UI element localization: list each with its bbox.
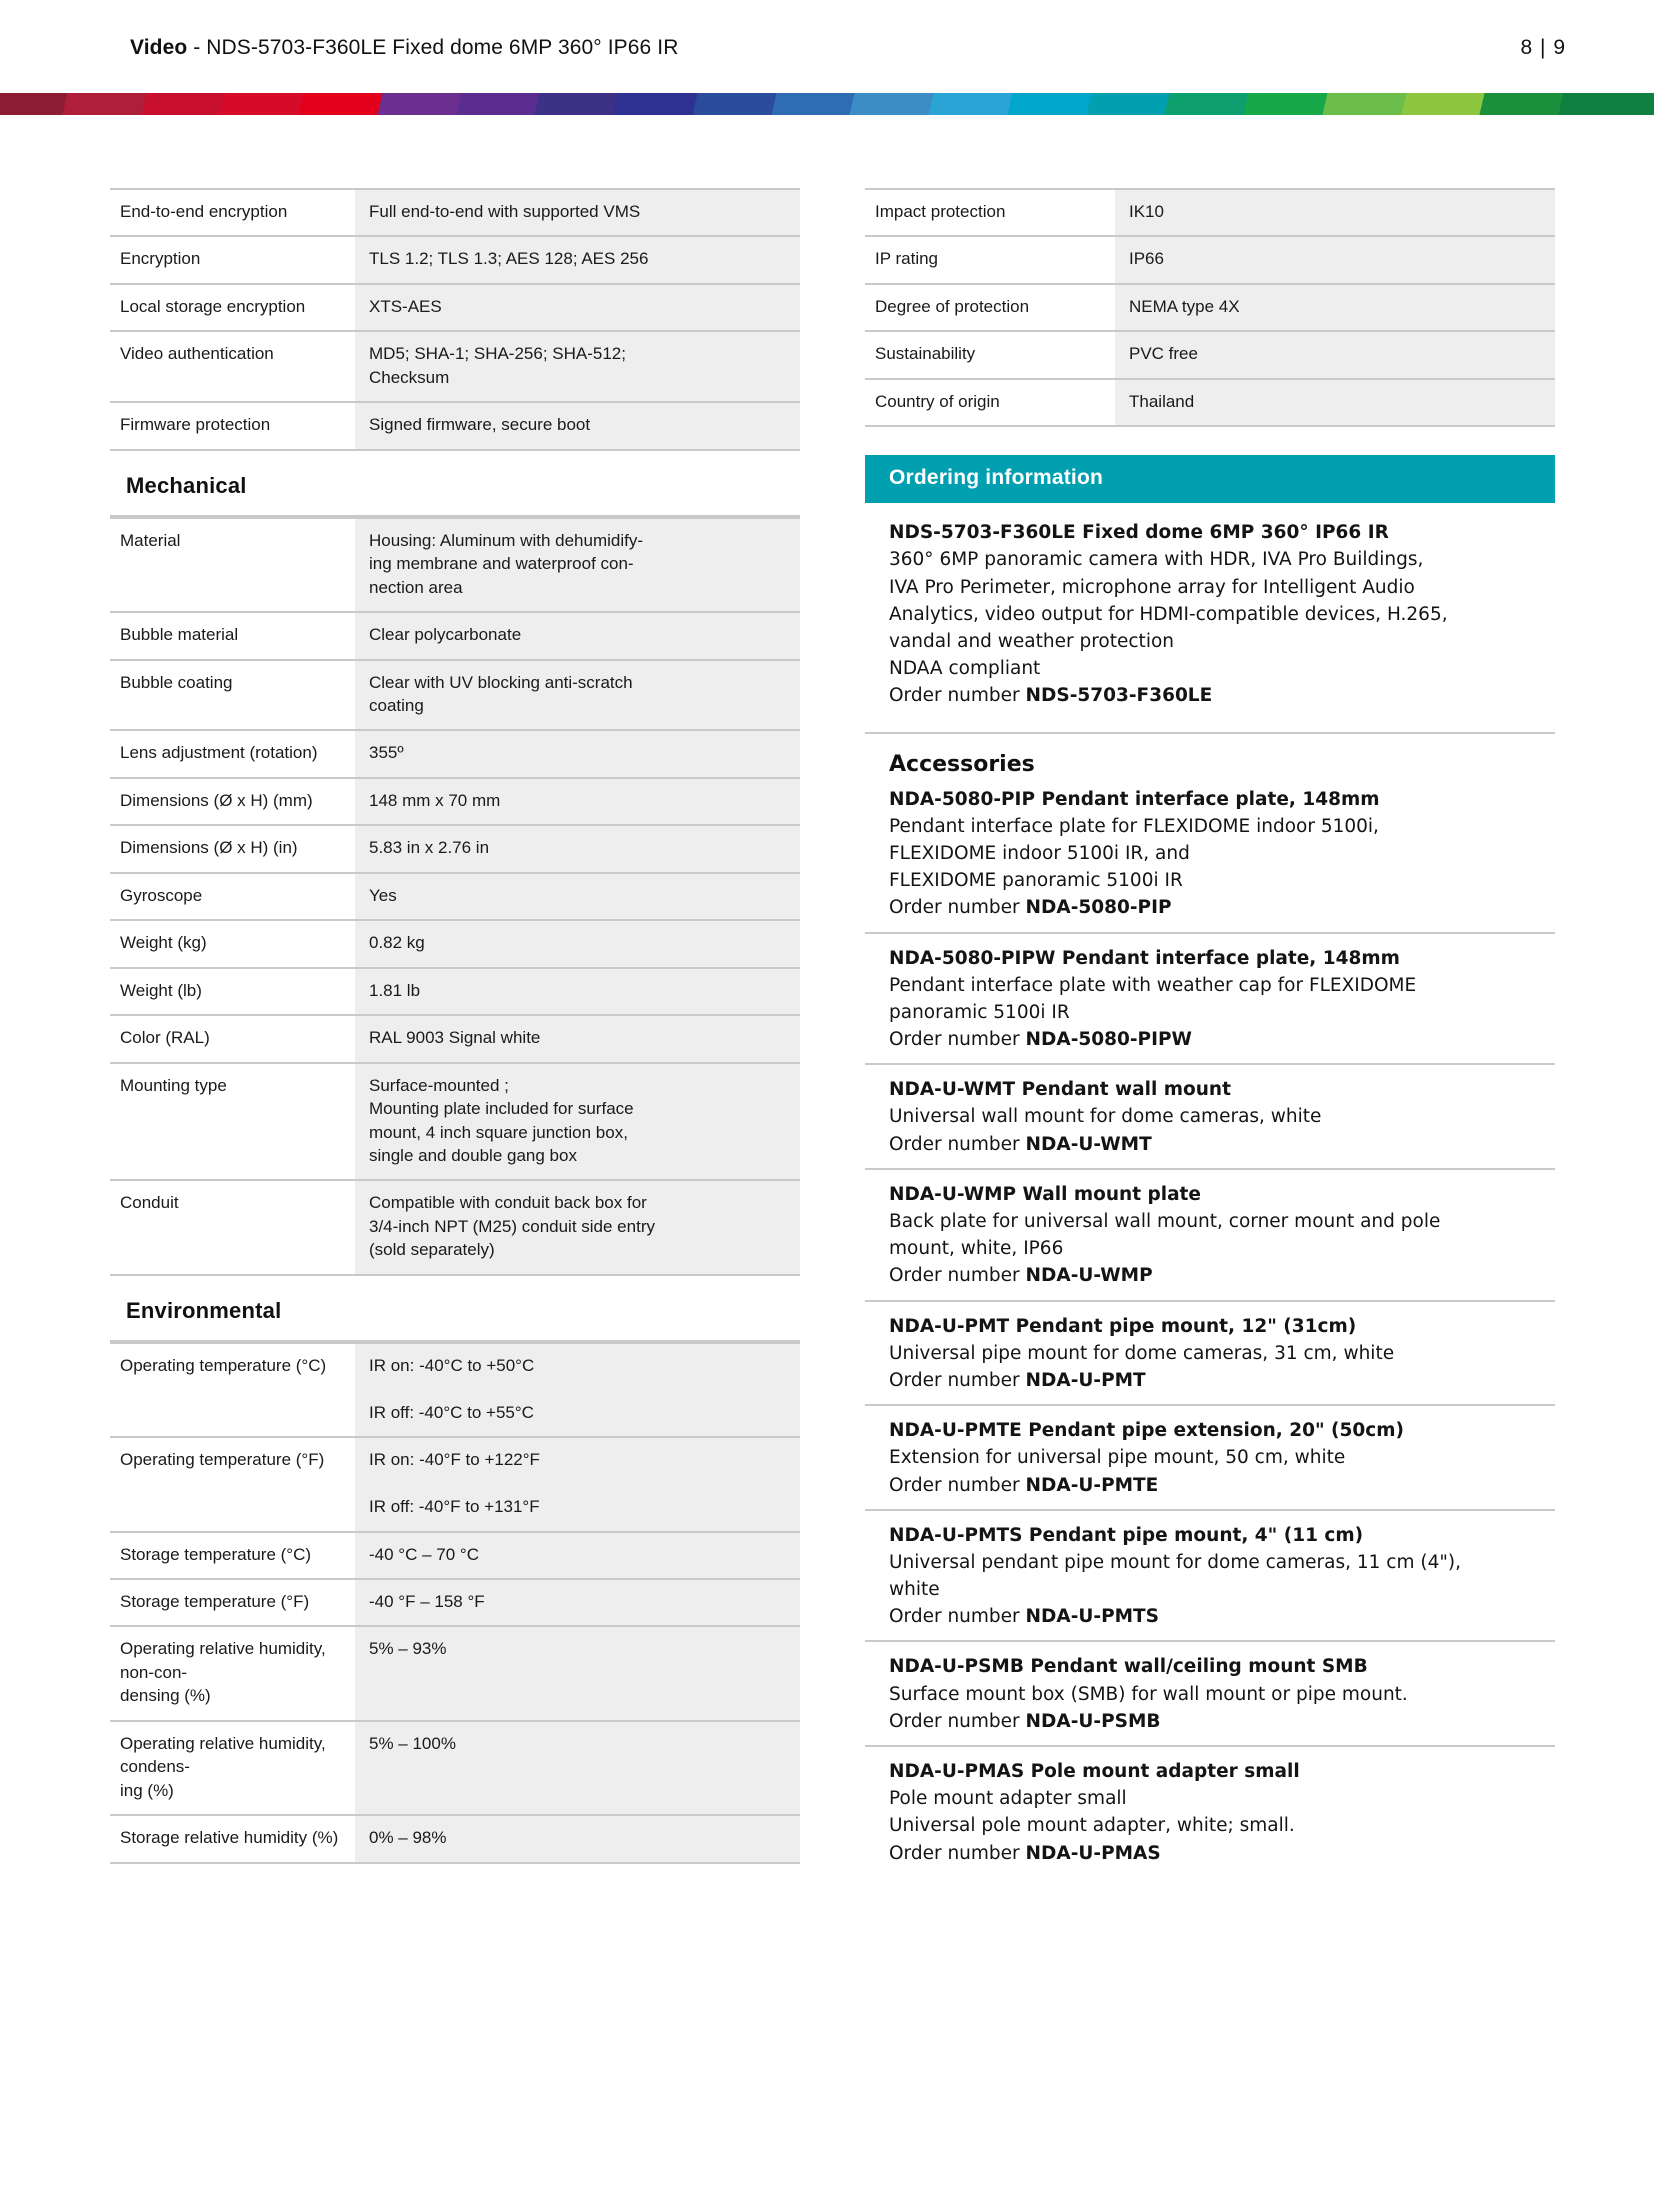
order-number-label: Order number: [889, 1133, 1026, 1155]
spec-key: Operating temperature (°F): [110, 1437, 355, 1531]
spec-key: Impact protection: [865, 189, 1115, 236]
spec-key: Dimensions (Ø x H) (mm): [110, 778, 355, 825]
accessory-title: NDA-U-WMT Pendant wall mount: [889, 1079, 1231, 1101]
accessory-order: [889, 1840, 1555, 1867]
spec-value: IK10: [1115, 189, 1555, 236]
table-row: [865, 379, 1555, 426]
accessory-description-line: Universal wall mount for dome cameras, white: [889, 1106, 1322, 1128]
spec-value: 5% – 100%: [355, 1721, 800, 1815]
spec-key: Operating temperature (°C): [110, 1343, 355, 1437]
table-row: [865, 284, 1555, 331]
product-description-line: 360° 6MP panoramic camera with HDR, IVA Pro Buildings,: [889, 549, 1424, 571]
spec-value: 0.82 kg: [355, 920, 800, 967]
table-row: [110, 1063, 800, 1181]
spec-value: -40 °C – 70 °C: [355, 1532, 800, 1579]
spec-key: Sustainability: [865, 331, 1115, 378]
page-title: [130, 36, 678, 60]
accessory-item: [865, 1300, 1555, 1405]
table-row: [110, 1437, 800, 1531]
accessory-order: [889, 894, 1555, 921]
table-row: [110, 825, 800, 872]
spec-key: Lens adjustment (rotation): [110, 730, 355, 777]
spec-value: 355º: [355, 730, 800, 777]
spec-value: 5% – 93%: [355, 1626, 800, 1720]
order-number-value: NDA-U-PMTE: [1025, 1474, 1159, 1496]
color-strip-segment: [1559, 93, 1654, 115]
order-number-label: Order number: [889, 1029, 1026, 1051]
product-description-line: IVA Pro Perimeter, microphone array for Intelligent Audio: [889, 576, 1415, 598]
spec-value: NEMA type 4X: [1115, 284, 1555, 331]
table-row: [110, 660, 800, 731]
page-header: [0, 0, 1654, 93]
order-number-value: NDA-U-PMTS: [1025, 1606, 1159, 1628]
order-number-label: Order number: [889, 685, 1026, 707]
order-number-value: NDA-U-PMAS: [1025, 1842, 1161, 1864]
table-row: [110, 1815, 800, 1862]
accessory-order: [889, 1026, 1555, 1053]
accessory-item: [865, 1168, 1555, 1300]
spec-value: 1.81 lb: [355, 968, 800, 1015]
accessories-heading: Accessories: [865, 732, 1555, 786]
protection-spec-table: [865, 188, 1555, 427]
spec-key: Operating relative humidity, condens- ing (%): [110, 1721, 355, 1815]
spec-value: Surface-mounted ; Mounting plate included for surface mount, 4 inch square junction box, single and double gang box: [355, 1063, 800, 1181]
accessory-order: [889, 1131, 1555, 1158]
accessory-description-line: Pendant interface plate for FLEXIDOME indoor 5100i,: [889, 815, 1379, 837]
accessory-title: NDA-U-PMAS Pole mount adapter small: [889, 1761, 1300, 1783]
accessory-title: NDA-U-PSMB Pendant wall/ceiling mount SMB: [889, 1656, 1368, 1678]
spec-value: Clear with UV blocking anti-scratch coating: [355, 660, 800, 731]
spec-key: End-to-end encryption: [110, 189, 355, 236]
table-row: [110, 189, 800, 236]
accessory-item: [865, 932, 1555, 1064]
accessory-description-line: Universal pole mount adapter, white; small.: [889, 1815, 1295, 1837]
spec-key: Mounting type: [110, 1063, 355, 1181]
order-number-value: NDA-U-WMT: [1025, 1133, 1152, 1155]
spec-key: Conduit: [110, 1180, 355, 1274]
table-row: [110, 518, 800, 612]
main-product-block: [865, 519, 1555, 719]
table-row: [110, 873, 800, 920]
table-row: [110, 1015, 800, 1062]
table-row: [110, 1532, 800, 1579]
accessory-description-line: Universal pendant pipe mount for dome cameras, 11 cm (4"),: [889, 1551, 1461, 1573]
spec-key: Bubble coating: [110, 660, 355, 731]
order-number-value: NDA-5080-PIPW: [1025, 1029, 1192, 1051]
security-spec-rows: [110, 189, 800, 450]
accessories-list: [865, 786, 1555, 1877]
spec-value: Thailand: [1115, 379, 1555, 426]
spec-key: Country of origin: [865, 379, 1115, 426]
spec-key: Video authentication: [110, 331, 355, 402]
order-number-value: NDA-U-PSMB: [1025, 1710, 1161, 1732]
product-description-line: NDAA compliant: [889, 658, 1041, 680]
ordering-information-bar: Ordering information: [865, 455, 1555, 503]
spec-value: Signed firmware, secure boot: [355, 402, 800, 449]
table-row: [110, 730, 800, 777]
left-column: [110, 188, 800, 1864]
table-row: [110, 1626, 800, 1720]
accessory-order: [889, 1603, 1555, 1630]
accessory-item: [865, 1509, 1555, 1641]
order-number-label: Order number: [889, 1606, 1026, 1628]
accessory-description-line: panoramic 5100i IR: [889, 1001, 1070, 1023]
order-number-label: Order number: [889, 1474, 1026, 1496]
table-row: [865, 236, 1555, 283]
accessory-description-line: Back plate for universal wall mount, corner mount and pole: [889, 1211, 1441, 1233]
mechanical-spec-rows: [110, 518, 800, 1275]
spec-value: Housing: Aluminum with dehumidify- ing membrane and waterproof con- nection area: [355, 518, 800, 612]
spec-value: 5.83 in x 2.76 in: [355, 825, 800, 872]
spec-value: TLS 1.2; TLS 1.3; AES 128; AES 256: [355, 236, 800, 283]
security-spec-table: [110, 188, 800, 451]
accessory-title: NDA-U-PMT Pendant pipe mount, 12" (31cm): [889, 1315, 1357, 1337]
order-number-label: Order number: [889, 1842, 1026, 1864]
order-number-label: Order number: [889, 897, 1026, 919]
table-row: [110, 1721, 800, 1815]
accessory-item: [865, 1404, 1555, 1509]
order-number-label: Order number: [889, 1265, 1026, 1287]
spec-key: Weight (kg): [110, 920, 355, 967]
protection-spec-rows: [865, 189, 1555, 426]
spec-value: Yes: [355, 873, 800, 920]
table-row: [110, 402, 800, 449]
spec-value: 0% – 98%: [355, 1815, 800, 1862]
table-row: [110, 1343, 800, 1437]
page-title-bold: Video: [130, 36, 188, 59]
table-row: [110, 331, 800, 402]
accessory-order: [889, 1472, 1555, 1499]
table-row: [110, 968, 800, 1015]
table-row: [110, 236, 800, 283]
spec-value: -40 °F – 158 °F: [355, 1579, 800, 1626]
page-number: 8 | 9: [1520, 36, 1566, 59]
spec-key: Local storage encryption: [110, 284, 355, 331]
section-heading-mechanical: Mechanical: [110, 451, 800, 517]
order-number-label: Order number: [889, 1710, 1026, 1732]
spec-value: IP66: [1115, 236, 1555, 283]
section-heading-environmental: Environmental: [110, 1276, 800, 1342]
table-row: [110, 1579, 800, 1626]
spec-value: 148 mm x 70 mm: [355, 778, 800, 825]
brand-color-strip: [0, 93, 1654, 115]
accessory-title: NDA-5080-PIPW Pendant interface plate, 148mm: [889, 947, 1400, 969]
accessory-description-line: Pendant interface plate with weather cap for FLEXIDOME: [889, 974, 1417, 996]
main-product-title: NDS-5703-F360LE Fixed dome 6MP 360° IP66 IR: [889, 522, 1389, 544]
accessory-title: NDA-U-PMTS Pendant pipe mount, 4" (11 cm): [889, 1524, 1364, 1546]
environmental-spec-rows: [110, 1343, 800, 1863]
accessory-title: NDA-U-WMP Wall mount plate: [889, 1183, 1201, 1205]
spec-key: Storage relative humidity (%): [110, 1815, 355, 1862]
spec-key: Color (RAL): [110, 1015, 355, 1062]
accessory-description-line: Universal pipe mount for dome cameras, 31 cm, white: [889, 1342, 1395, 1364]
spec-value: IR on: -40°C to +50°C IR off: -40°C to +55°C: [355, 1343, 800, 1437]
main-product-order: [889, 682, 1555, 709]
accessory-description-line: Pole mount adapter small: [889, 1788, 1127, 1810]
table-row: [110, 778, 800, 825]
table-row: [865, 189, 1555, 236]
table-row: [865, 331, 1555, 378]
spec-key: Dimensions (Ø x H) (in): [110, 825, 355, 872]
spec-key: Gyroscope: [110, 873, 355, 920]
accessory-title: NDA-U-PMTE Pendant pipe extension, 20" (50cm): [889, 1420, 1404, 1442]
spec-key: Weight (lb): [110, 968, 355, 1015]
spec-key: Encryption: [110, 236, 355, 283]
spec-key: IP rating: [865, 236, 1115, 283]
accessory-order: [889, 1708, 1555, 1735]
accessory-item: [865, 1745, 1555, 1877]
order-number-value: NDA-U-PMT: [1025, 1369, 1146, 1391]
page-title-rest: - NDS-5703-F360LE Fixed dome 6MP 360° IP66 IR: [187, 36, 679, 59]
accessory-item: [865, 1640, 1555, 1745]
spec-key: Firmware protection: [110, 402, 355, 449]
spec-value: Full end-to-end with supported VMS: [355, 189, 800, 236]
spec-value: XTS-AES: [355, 284, 800, 331]
table-row: [110, 1180, 800, 1274]
product-description-line: Analytics, video output for HDMI-compatible devices, H.265,: [889, 603, 1448, 625]
product-description-line: vandal and weather protection: [889, 631, 1174, 653]
spec-value: PVC free: [1115, 331, 1555, 378]
main-product-description: [889, 546, 1555, 682]
spec-key: Material: [110, 518, 355, 612]
accessory-item: [865, 1063, 1555, 1168]
accessory-description-line: mount, white, IP66: [889, 1238, 1064, 1260]
spec-value: Clear polycarbonate: [355, 612, 800, 659]
right-column: [865, 188, 1555, 1877]
table-row: [110, 284, 800, 331]
spec-value: IR on: -40°F to +122°F IR off: -40°F to +131°F: [355, 1437, 800, 1531]
accessory-description-line: white: [889, 1579, 940, 1601]
accessory-description-line: FLEXIDOME indoor 5100i IR, and: [889, 842, 1190, 864]
table-row: [110, 920, 800, 967]
accessory-description-line: FLEXIDOME panoramic 5100i IR: [889, 870, 1183, 892]
order-number-value: NDA-5080-PIP: [1025, 897, 1172, 919]
accessory-item: [865, 786, 1555, 932]
accessory-description-line: Extension for universal pipe mount, 50 cm, white: [889, 1447, 1346, 1469]
order-number-value: NDA-U-WMP: [1025, 1265, 1153, 1287]
spec-key: Storage temperature (°C): [110, 1532, 355, 1579]
table-row: [110, 612, 800, 659]
spec-value: Compatible with conduit back box for 3/4-inch NPT (M25) conduit side entry (sold separately): [355, 1180, 800, 1274]
spec-key: Degree of protection: [865, 284, 1115, 331]
spec-key: Storage temperature (°F): [110, 1579, 355, 1626]
accessory-title: NDA-5080-PIP Pendant interface plate, 148mm: [889, 788, 1380, 810]
environmental-spec-table: [110, 1342, 800, 1864]
ordering-information-body: [865, 503, 1555, 1877]
mechanical-spec-table: [110, 517, 800, 1276]
accessory-order: [889, 1367, 1555, 1394]
spec-key: Operating relative humidity, non-con- densing (%): [110, 1626, 355, 1720]
spec-value: RAL 9003 Signal white: [355, 1015, 800, 1062]
order-number-value: NDS-5703-F360LE: [1025, 685, 1213, 707]
accessory-description-line: Surface mount box (SMB) for wall mount or pipe mount.: [889, 1683, 1408, 1705]
spec-key: Bubble material: [110, 612, 355, 659]
accessory-order: [889, 1262, 1555, 1289]
order-number-label: Order number: [889, 1369, 1026, 1391]
spec-value: MD5; SHA-1; SHA-256; SHA-512; Checksum: [355, 331, 800, 402]
